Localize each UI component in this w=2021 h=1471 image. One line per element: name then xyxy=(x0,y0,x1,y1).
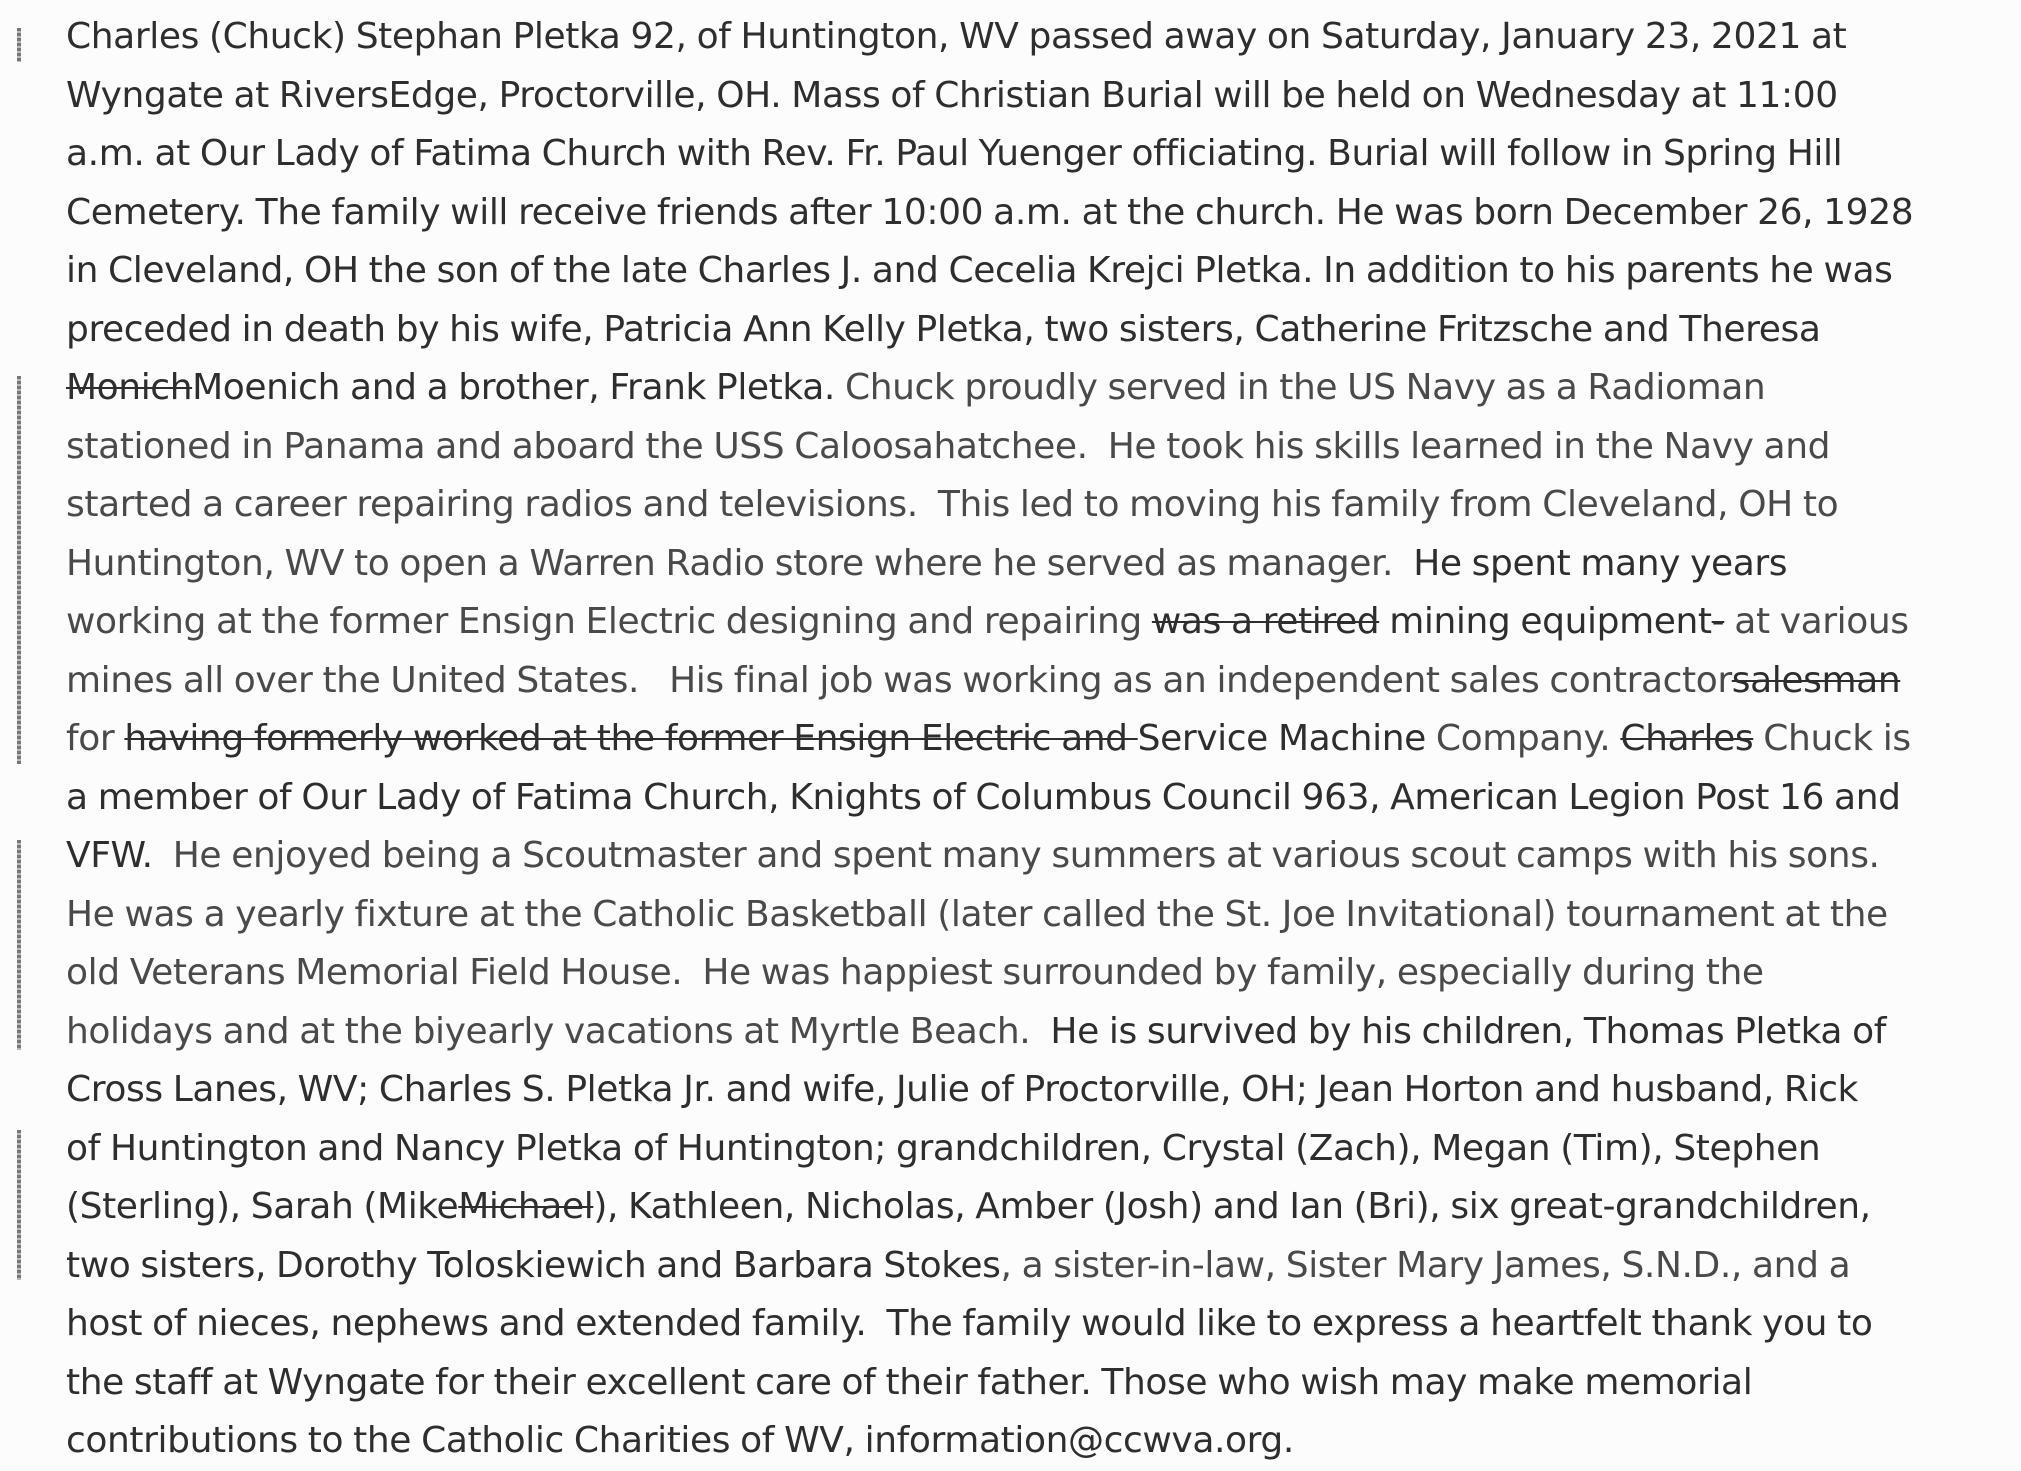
text-segment: holidays and at the biyearly vacations at Myrtle Beach. xyxy=(66,1010,1051,1052)
text-segment: VFW. xyxy=(66,835,173,876)
struck-text: salesman xyxy=(1731,659,1901,701)
text-segment: Charles (Chuck) Stephan Pletka 92, of Huntington, WV passed away on Saturday, January 23, 2021 at xyxy=(66,16,1847,57)
text-line xyxy=(66,1120,2016,1179)
text-segment: host of nieces, nephews and extended family. The family would like to express a heartfelt thank you to xyxy=(66,1303,1873,1344)
text-segment: He spent many years xyxy=(1413,542,1788,584)
text-segment: preceded in death by his wife, Patricia Ann Kelly Pletka, two sisters, Catherine Fritzsche and Theresa xyxy=(66,308,1821,350)
text-segment: (Sterling), Sarah (Mike xyxy=(66,1186,459,1227)
text-line xyxy=(66,1237,2016,1296)
text-segment: the staff at Wyngate for their excellent care of their father. Those who wish may make memorial xyxy=(66,1361,1753,1403)
struck-text: Monich xyxy=(66,367,193,408)
text-segment: Company. xyxy=(1435,718,1621,759)
text-segment: , a sister-in-law, Sister Mary James, S.N.D., and a xyxy=(1000,1244,1851,1286)
text-segment: of Huntington and Nancy Pletka of Huntington; grandchildren, Crystal (Zach), Megan (Tim), Stephen xyxy=(66,1127,1821,1169)
text-line xyxy=(66,418,2016,477)
text-segment: mines all over the United States. His final job was working as an independent sales contractor xyxy=(66,659,1732,701)
struck-text: was a retired xyxy=(1151,601,1380,642)
text-segment: mining equipment xyxy=(1379,601,1712,642)
text-line xyxy=(66,886,2016,945)
text-segment: a.m. at Our Lady of Fatima Church with Rev. Fr. Paul Yuenger officiating. Burial will follow in Spring Hill xyxy=(66,133,1843,174)
text-segment: at various xyxy=(1724,601,1909,642)
text-segment: ), Kathleen, Nicholas, Amber (Josh) and Ian (Bri), six great-grandchildren, xyxy=(593,1186,1871,1227)
margin-change-bar xyxy=(17,840,21,1050)
text-segment: stationed in Panama and aboard the USS Caloosahatchee. He took his skills learned in the Navy and xyxy=(66,425,1831,467)
text-segment: Huntington, WV to open a Warren Radio store where he served as manager. xyxy=(66,542,1414,584)
text-segment: old Veterans Memorial Field House. He was happiest surrounded by family, especially during the xyxy=(66,952,1764,993)
text-segment: in Cleveland, OH the son of the late Charles J. and Cecelia Krejci Pletka. In addition to his parents he was xyxy=(66,250,1893,291)
text-segment: a member of Our Lady of Fatima Church, Knights of Columbus Council 963, American Legion Post 16 and xyxy=(66,776,1901,818)
obituary-text xyxy=(66,8,2016,1471)
text-segment: for xyxy=(66,718,125,759)
text-segment: working at the former Ensign Electric designing and repairing xyxy=(66,601,1152,642)
text-line xyxy=(66,67,2016,126)
text-line xyxy=(66,242,2016,301)
struck-text: Michael xyxy=(458,1186,594,1227)
text-segment: two sisters, Dorothy Toloskiewich and Barbara Stokes xyxy=(66,1244,1001,1286)
struck-text: having formerly worked at the former Ensign Electric and xyxy=(124,718,1138,759)
text-line xyxy=(66,184,2016,243)
text-line xyxy=(66,8,2016,67)
margin-change-bar xyxy=(17,28,21,62)
text-line xyxy=(66,476,2016,535)
text-line xyxy=(66,125,2016,184)
struck-text: Charles xyxy=(1620,718,1754,759)
text-line xyxy=(66,301,2016,360)
text-line xyxy=(66,944,2016,1003)
text-segment: Service Machine xyxy=(1137,718,1436,759)
text-line xyxy=(66,359,2016,418)
struck-text: - xyxy=(1711,601,1725,642)
text-segment: Cross Lanes, WV; Charles S. Pletka Jr. and wife, Julie of Proctorville, OH; Jean Horton and husband, Rick xyxy=(66,1069,1858,1110)
text-line xyxy=(66,1061,2016,1120)
text-segment: Cemetery. The family will receive friends after 10:00 a.m. at the church. He was born December 26, 1928 xyxy=(66,191,1914,233)
text-line xyxy=(66,827,2016,886)
text-line xyxy=(66,710,2016,769)
margin-change-bar xyxy=(17,1130,21,1280)
text-segment: started a career repairing radios and televisions. This led to moving his family from Cleveland, OH to xyxy=(66,484,1839,525)
text-segment: contributions to the Catholic Charities of WV, information@ccwva.org. xyxy=(66,1420,1294,1461)
text-line xyxy=(66,769,2016,828)
text-line xyxy=(66,1412,2016,1471)
text-line xyxy=(66,593,2016,652)
text-segment: Wyngate at RiversEdge, Proctorville, OH. Mass of Christian Burial will be held on Wednesday at 11:00 xyxy=(66,74,1838,116)
text-segment: He was a yearly fixture at the Catholic Basketball (later called the St. Joe Invitational) tournament at the xyxy=(66,893,1888,935)
text-line xyxy=(66,1354,2016,1413)
text-line xyxy=(66,1003,2016,1062)
text-segment: He enjoyed being a Scoutmaster and spent many summers at various scout camps with his sons. xyxy=(172,835,1880,876)
text-segment: He is survived by his children, Thomas Pletka of xyxy=(1050,1010,1887,1052)
text-segment: Chuck is xyxy=(1753,718,1911,759)
text-line xyxy=(66,1178,2016,1237)
text-line xyxy=(66,652,2016,711)
text-line xyxy=(66,1295,2016,1354)
text-segment: Moenich and a brother, Frank Pletka. xyxy=(192,367,845,408)
margin-change-bar xyxy=(17,376,21,764)
text-line xyxy=(66,535,2016,594)
text-segment: Chuck proudly served in the US Navy as a Radioman xyxy=(844,367,1766,408)
